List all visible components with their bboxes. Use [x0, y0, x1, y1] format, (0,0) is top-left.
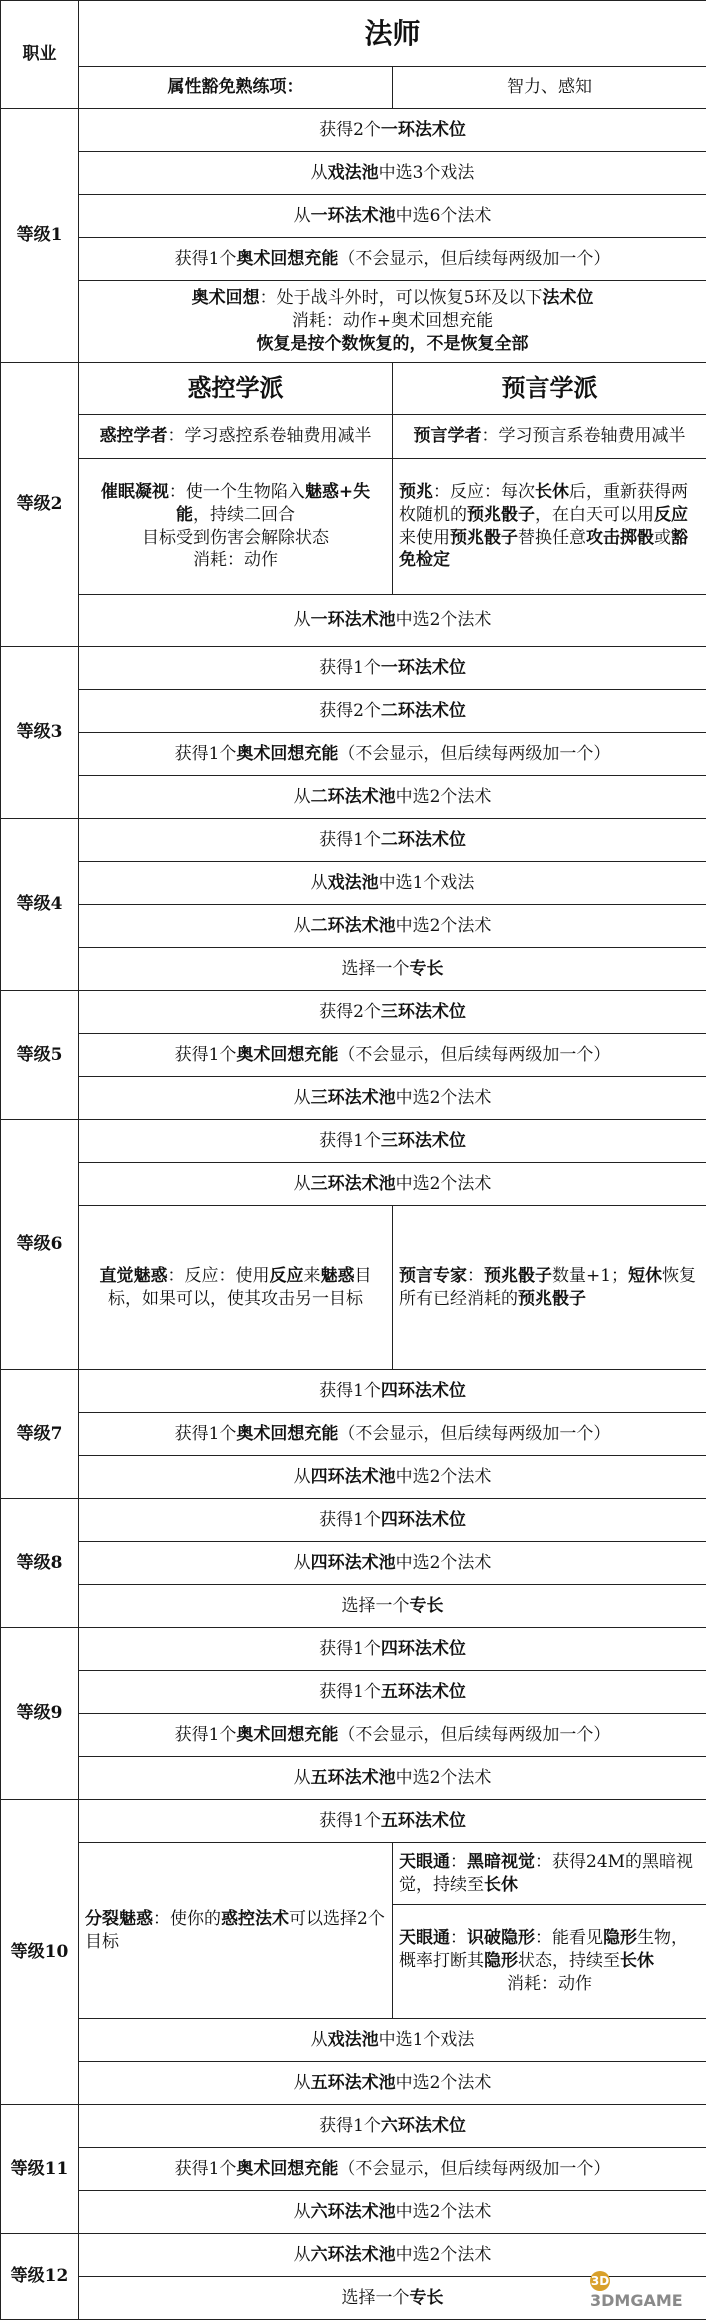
level-9-row: 获得1个五环法术位: [79, 1671, 706, 1714]
third-eye-see-invisible-desc: 天眼通：识破隐形：能看见隐形生物，概率打断其隐形状态，持续至长休 消耗：动作: [393, 1905, 706, 2019]
third-eye-darkvision-desc: 天眼通：黑暗视觉：获得24M的黑暗视觉，持续至长休: [393, 1843, 706, 1905]
school-divination-heading: 预言学派: [393, 363, 706, 415]
level-7-label: 等级7: [1, 1370, 79, 1499]
level-8-label: 等级8: [1, 1499, 79, 1628]
watermark-logo-icon: 3D: [590, 2271, 610, 2291]
level-12-row: 从六环法术池中选2个法术: [79, 2234, 706, 2277]
level-7-row: 从四环法术池中选2个法术: [79, 1456, 706, 1499]
portent-desc: 预兆：反应：每次长休后，重新获得两枚随机的预兆骰子，在白天可以用反应来使用预兆骰子替换任意攻击掷骰或豁免检定: [393, 459, 706, 595]
level-1-row: 获得2个一环法术位: [79, 109, 706, 152]
instinctive-charm-desc: 直觉魅惑：反应：使用反应来魅惑目标，如果可以，使其攻击另一目标: [79, 1206, 393, 1370]
level-10-row: 从戏法池中选1个戏法: [79, 2019, 706, 2062]
level-6-row: 从三环法术池中选2个法术: [79, 1163, 706, 1206]
arcane-recovery-desc: 奥术回想：处于战斗外时，可以恢复5环及以下法术位 消耗：动作+奥术回想充能 恢复是按个数恢复的，不是恢复全部: [79, 281, 706, 363]
level-12-label: 等级12: [1, 2234, 79, 2320]
level-3-row: 获得2个二环法术位: [79, 690, 706, 733]
class-name: 法师: [79, 1, 706, 67]
level-4-row: 获得1个二环法术位: [79, 819, 706, 862]
level-9-row: 获得1个四环法术位: [79, 1628, 706, 1671]
level-4-row: 从二环法术池中选2个法术: [79, 905, 706, 948]
level-10-row: 获得1个五环法术位: [79, 1800, 706, 1843]
save-proficiency-label: 属性豁免熟练项：: [79, 67, 393, 109]
level-2-label: 等级2: [1, 363, 79, 647]
save-proficiency-value: 智力、感知: [393, 67, 706, 109]
level-9-label: 等级9: [1, 1628, 79, 1800]
level-4-label: 等级4: [1, 819, 79, 991]
level-1-row: 从一环法术池中选6个法术: [79, 195, 706, 238]
level-3-row: 获得1个奥术回想充能（不会显示，但后续每两级加一个）: [79, 733, 706, 776]
expert-divination-desc: 预言专家：预兆骰子数量+1；短休恢复所有已经消耗的预兆骰子: [393, 1206, 706, 1370]
level-10-label: 等级10: [1, 1800, 79, 2105]
level-9-row: 获得1个奥术回想充能（不会显示，但后续每两级加一个）: [79, 1714, 706, 1757]
level-1-row: 从戏法池中选3个戏法: [79, 152, 706, 195]
level-1-row: 获得1个奥术回想充能（不会显示，但后续每两级加一个）: [79, 238, 706, 281]
level-2-row: 从一环法术池中选2个法术: [79, 595, 706, 647]
level-5-row: 获得2个三环法术位: [79, 991, 706, 1034]
level-9-row: 从五环法术池中选2个法术: [79, 1757, 706, 1800]
divination-savant: 预言学者：学习预言系卷轴费用减半: [393, 415, 706, 459]
level-4-row: 选择一个专长: [79, 948, 706, 991]
split-enchantment-desc: 分裂魅惑：使你的惑控法术可以选择2个目标: [79, 1843, 393, 2019]
site-watermark: 3D3DMGAME: [590, 2270, 706, 2310]
hypnotic-gaze-desc: 催眠凝视：使一个生物陷入魅惑+失能，持续二回合 目标受到伤害会解除状态 消耗：动作: [79, 459, 393, 595]
level-4-row: 从戏法池中选1个戏法: [79, 862, 706, 905]
level-11-row: 从六环法术池中选2个法术: [79, 2191, 706, 2234]
level-10-row: 从五环法术池中选2个法术: [79, 2062, 706, 2105]
level-8-row: 从四环法术池中选2个法术: [79, 1542, 706, 1585]
profession-label: 职业: [1, 1, 79, 109]
level-11-row: 获得1个奥术回想充能（不会显示，但后续每两级加一个）: [79, 2148, 706, 2191]
level-5-row: 从三环法术池中选2个法术: [79, 1077, 706, 1120]
level-7-row: 获得1个四环法术位: [79, 1370, 706, 1413]
level-7-row: 获得1个奥术回想充能（不会显示，但后续每两级加一个）: [79, 1413, 706, 1456]
school-enchantment-heading: 惑控学派: [79, 363, 393, 415]
level-12-row: 选择一个专长: [79, 2277, 706, 2320]
level-6-label: 等级6: [1, 1120, 79, 1370]
level-5-row: 获得1个奥术回想充能（不会显示，但后续每两级加一个）: [79, 1034, 706, 1077]
level-11-label: 等级11: [1, 2105, 79, 2234]
level-3-label: 等级3: [1, 647, 79, 819]
enchantment-savant: 惑控学者：学习惑控系卷轴费用减半: [79, 415, 393, 459]
level-5-label: 等级5: [1, 991, 79, 1120]
level-8-row: 选择一个专长: [79, 1585, 706, 1628]
level-6-row: 获得1个三环法术位: [79, 1120, 706, 1163]
level-1-label: 等级1: [1, 109, 79, 363]
level-8-row: 获得1个四环法术位: [79, 1499, 706, 1542]
level-11-row: 获得1个六环法术位: [79, 2105, 706, 2148]
level-3-row: 获得1个一环法术位: [79, 647, 706, 690]
level-3-row: 从二环法术池中选2个法术: [79, 776, 706, 819]
